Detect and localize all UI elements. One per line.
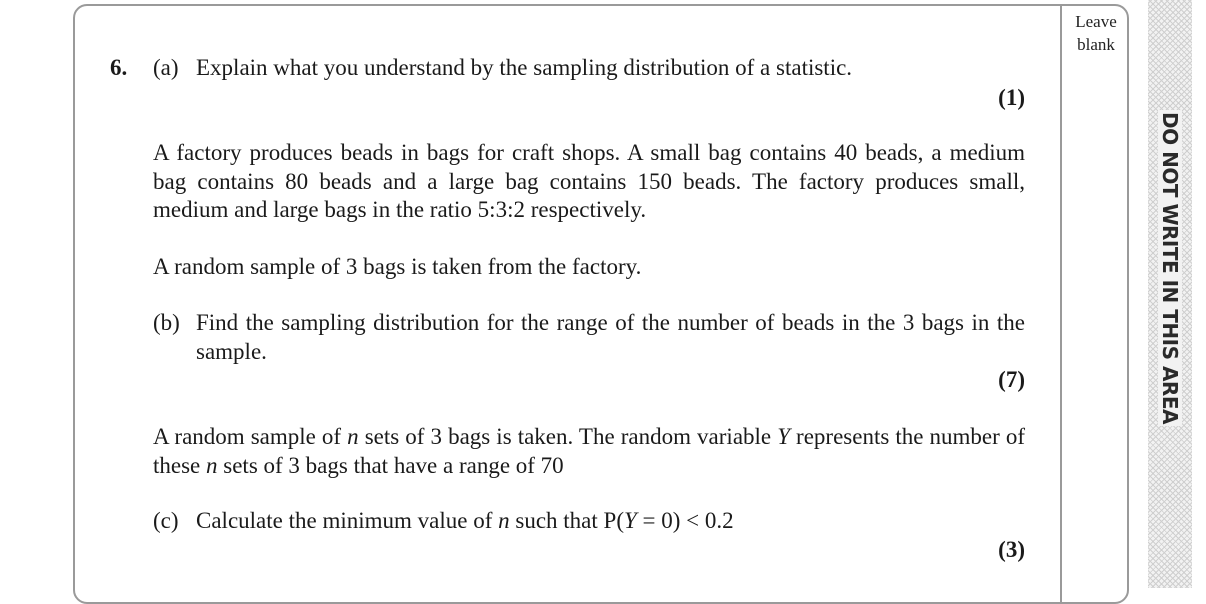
part-c-text — [196, 507, 734, 535]
intro-paragraph: A factory produces beads in bags for craft shops. A small bag contains 40 beads, a medium bag contains 80 beads and a large bag contains 150 beads. The factory produces small, medium and large bags in the ratio 5:3:2 respectively. — [153, 140, 1025, 222]
variable-y: Y — [623, 508, 637, 533]
part-b-text: Find the sampling distribution for the range of the number of beads in the 3 bags in the sample. — [196, 310, 1025, 364]
part-c-label: (c) — [153, 508, 179, 533]
part-c-text-2: such that P( — [509, 508, 624, 533]
part-c-text-1: Calculate the minimum value of — [196, 508, 499, 533]
sets-text-2: sets of 3 bags is taken. The random variable — [358, 424, 778, 449]
part-c-text-3: = 0) < 0.2 — [636, 508, 734, 533]
part-c-marks: (3) — [998, 537, 1025, 562]
question-number: 6. — [110, 55, 128, 80]
part-b — [153, 309, 1025, 366]
part-a-label: (a) — [153, 55, 179, 80]
sets-text-4: sets of 3 bags that have a range of 70 — [217, 452, 564, 478]
do-not-write-banner: DO NOT WRITE IN THIS AREA — [1158, 112, 1182, 424]
sets-text-3: represents the number of these — [153, 424, 1025, 478]
part-b-marks: (7) — [998, 367, 1025, 392]
leave-blank-label — [1064, 10, 1128, 56]
sets-paragraph — [153, 423, 1025, 480]
part-a-text: Explain what you understand by the sampling distribution of a statistic. — [196, 55, 853, 80]
margin-divider — [1060, 4, 1062, 604]
part-b-label: (b) — [153, 310, 180, 335]
leave-text: Leave — [1075, 12, 1117, 31]
variable-n: n — [206, 452, 218, 478]
sample-sentence: A random sample of 3 bags is taken from the factory. — [153, 254, 642, 279]
sets-text-1: A random sample of — [153, 424, 348, 449]
variable-n: n — [498, 508, 510, 533]
part-a-marks: (1) — [998, 85, 1025, 110]
blank-text: blank — [1077, 35, 1115, 54]
variable-n: n — [347, 424, 359, 449]
variable-y: Y — [777, 424, 790, 449]
